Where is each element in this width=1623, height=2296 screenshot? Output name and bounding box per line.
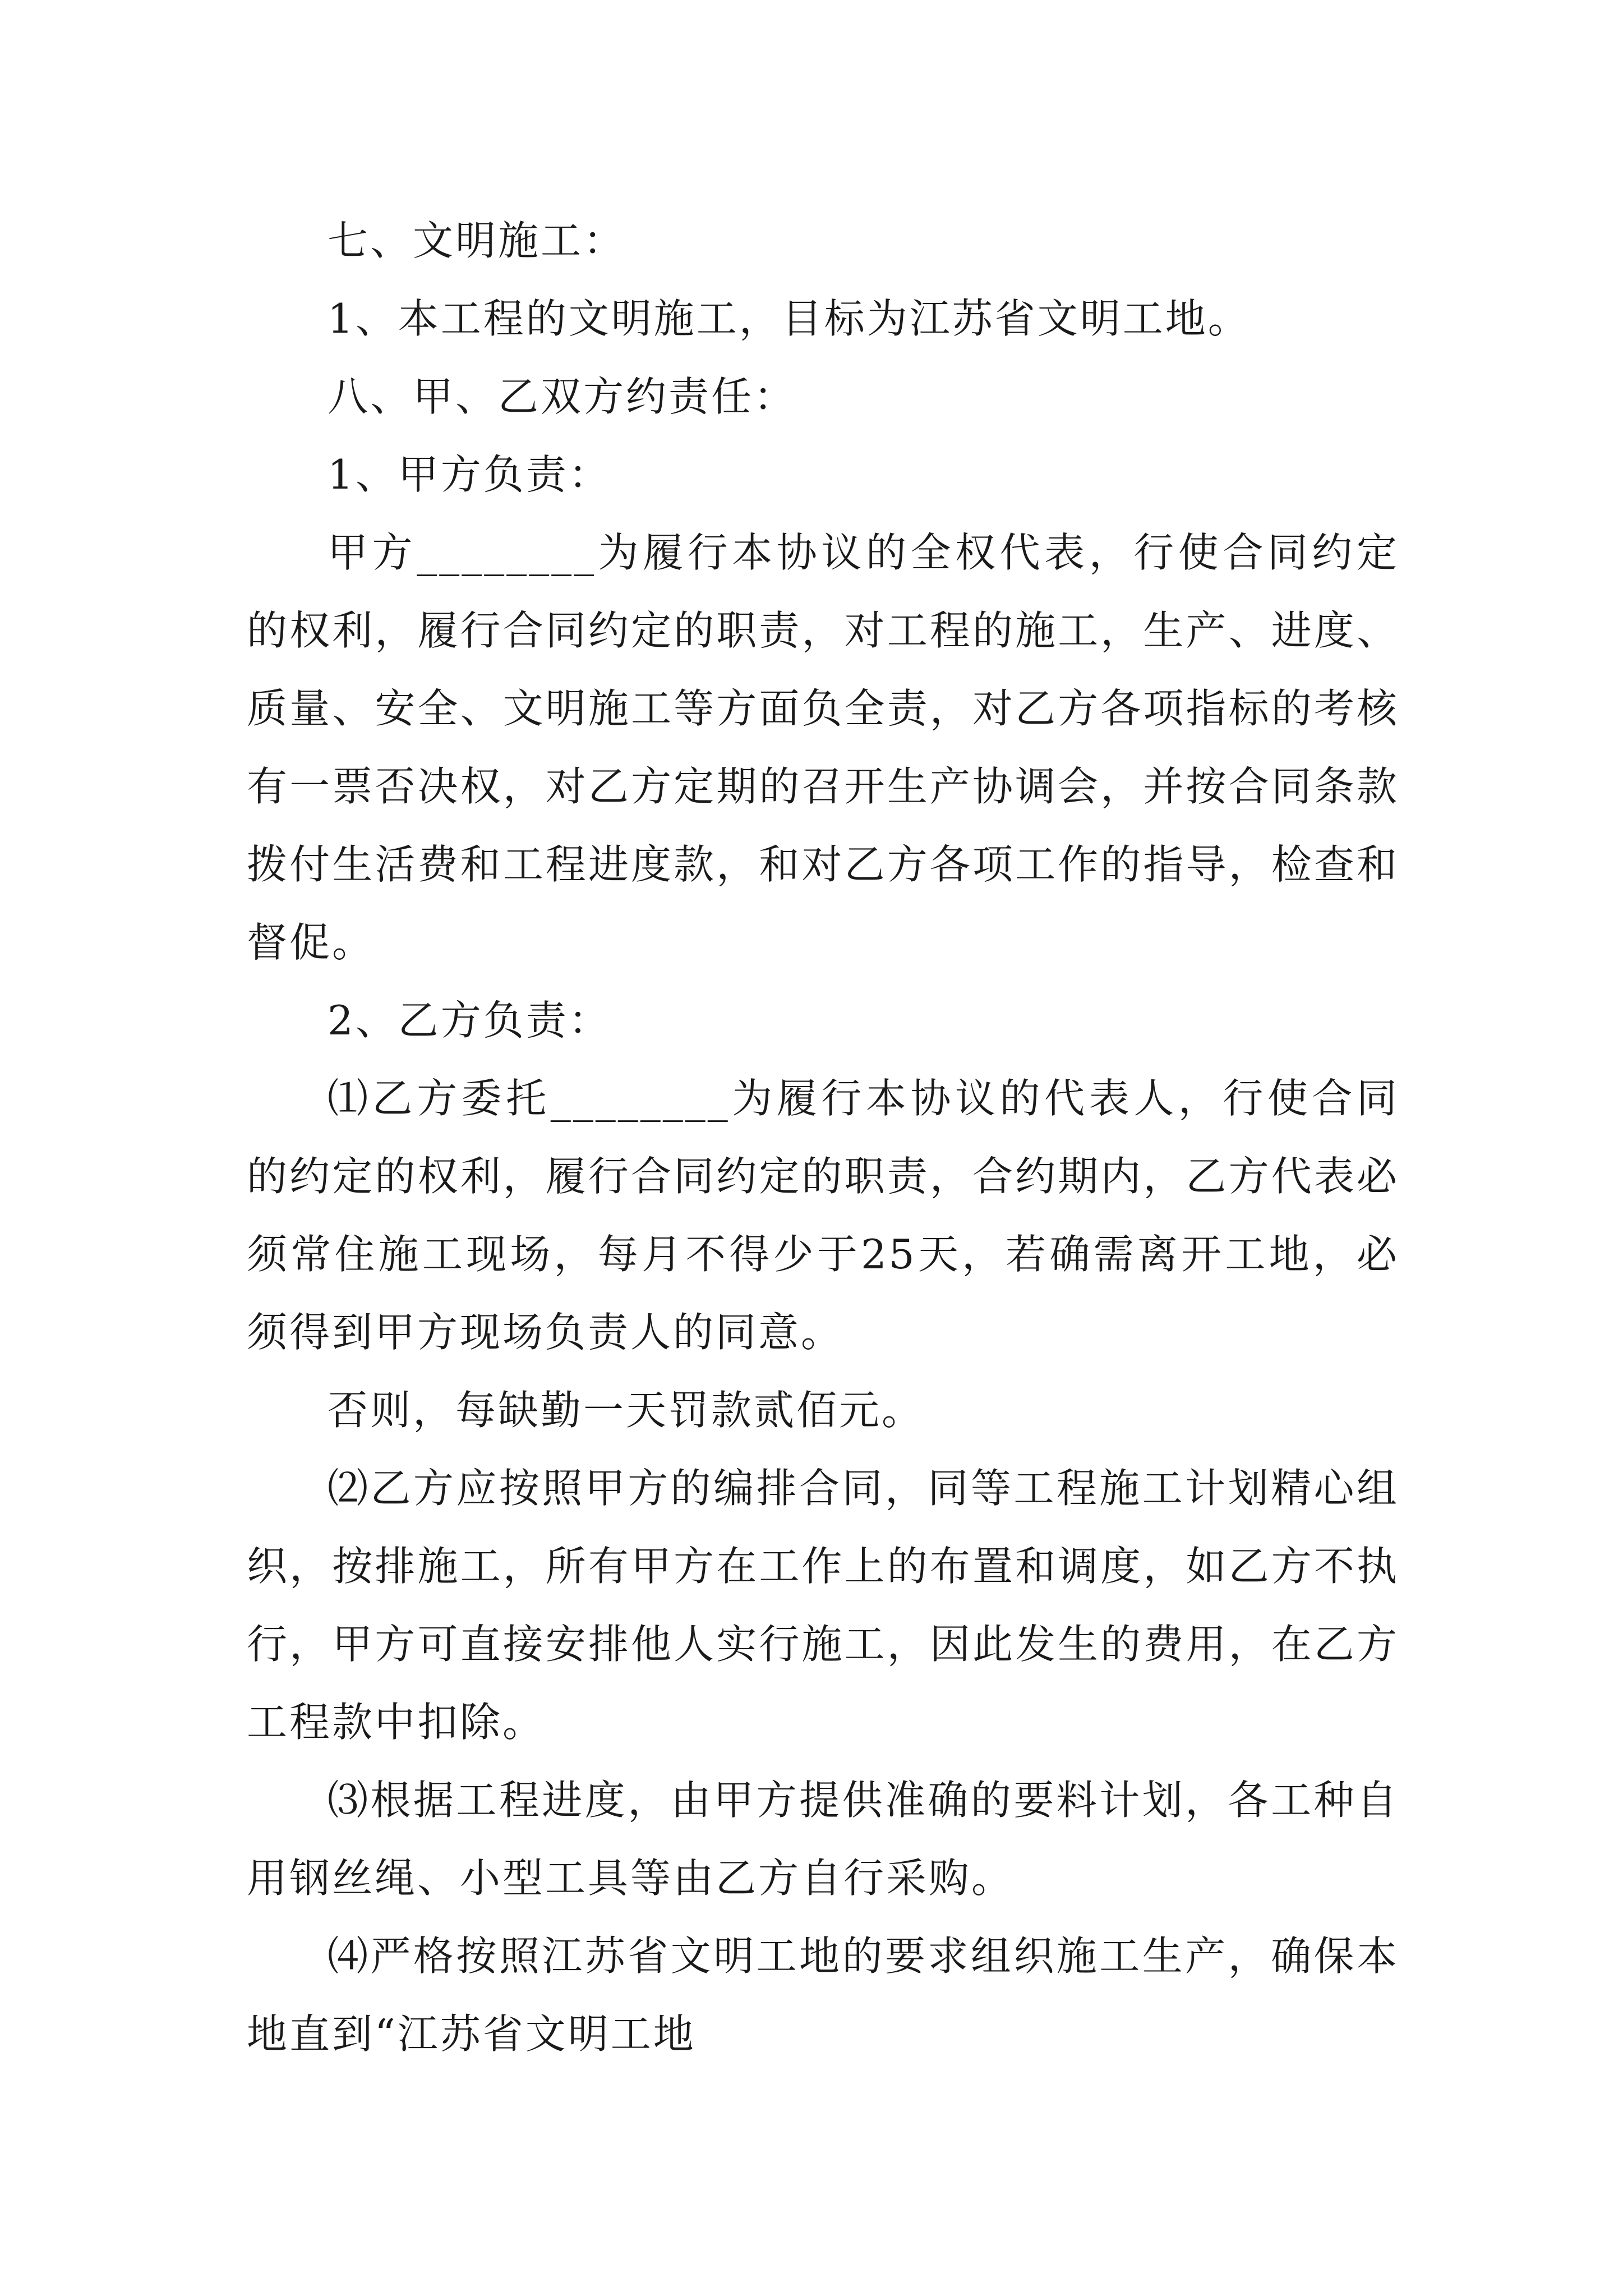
section-heading-responsibilities: 八、甲、乙双方约责任： xyxy=(328,373,797,420)
document-body xyxy=(247,202,1399,2073)
section-heading-civilized-construction: 七、文明施工： xyxy=(328,217,626,264)
paragraph: 1、本工程的文明施工，目标为江苏省文明工地。 xyxy=(328,295,1251,342)
subheading-party-b: 2、乙方负责： xyxy=(328,997,611,1044)
paragraph: ⑴乙方委托________为履行本协议的代表人，行使合同的约定的权利，履行合同约定的职责，合约期内，乙方代表必须常住施工现场，每月不得少于25天，若确需离开工地，必须得到甲方现场负责人的同意。 xyxy=(247,1075,1399,1356)
paragraph: ⑶根据工程进度，由甲方提供准确的要料计划，各工种自用钢丝绳、小型工具等由乙方自行采购。 xyxy=(247,1777,1399,1902)
subheading-party-a: 1、甲方负责： xyxy=(328,451,611,498)
paragraph: 甲方________为履行本协议的全权代表，行使合同约定的权利，履行合同约定的职责，对工程的施工，生产、进度、质量、安全、文明施工等方面负全责，对乙方各项指标的考核有一票否决权，对乙方定期的召开生产协调会，并按合同条款拨付生活费和工程进度款，和对乙方各项工作的指导，检查和督促。 xyxy=(247,529,1399,966)
paragraph: ⑵乙方应按照甲方的编排合同，同等工程施工计划精心组织，按排施工，所有甲方在工作上的布置和调度，如乙方不执行，甲方可直接安排他人实行施工，因此发生的费用，在乙方工程款中扣除。 xyxy=(247,1465,1399,1746)
paragraph: ⑷严格按照江苏省文明工地的要求组织施工生产，确保本地直到“江苏省文明工地 xyxy=(247,1932,1399,2058)
paragraph: 否则，每缺勤一天罚款贰佰元。 xyxy=(328,1387,925,1434)
